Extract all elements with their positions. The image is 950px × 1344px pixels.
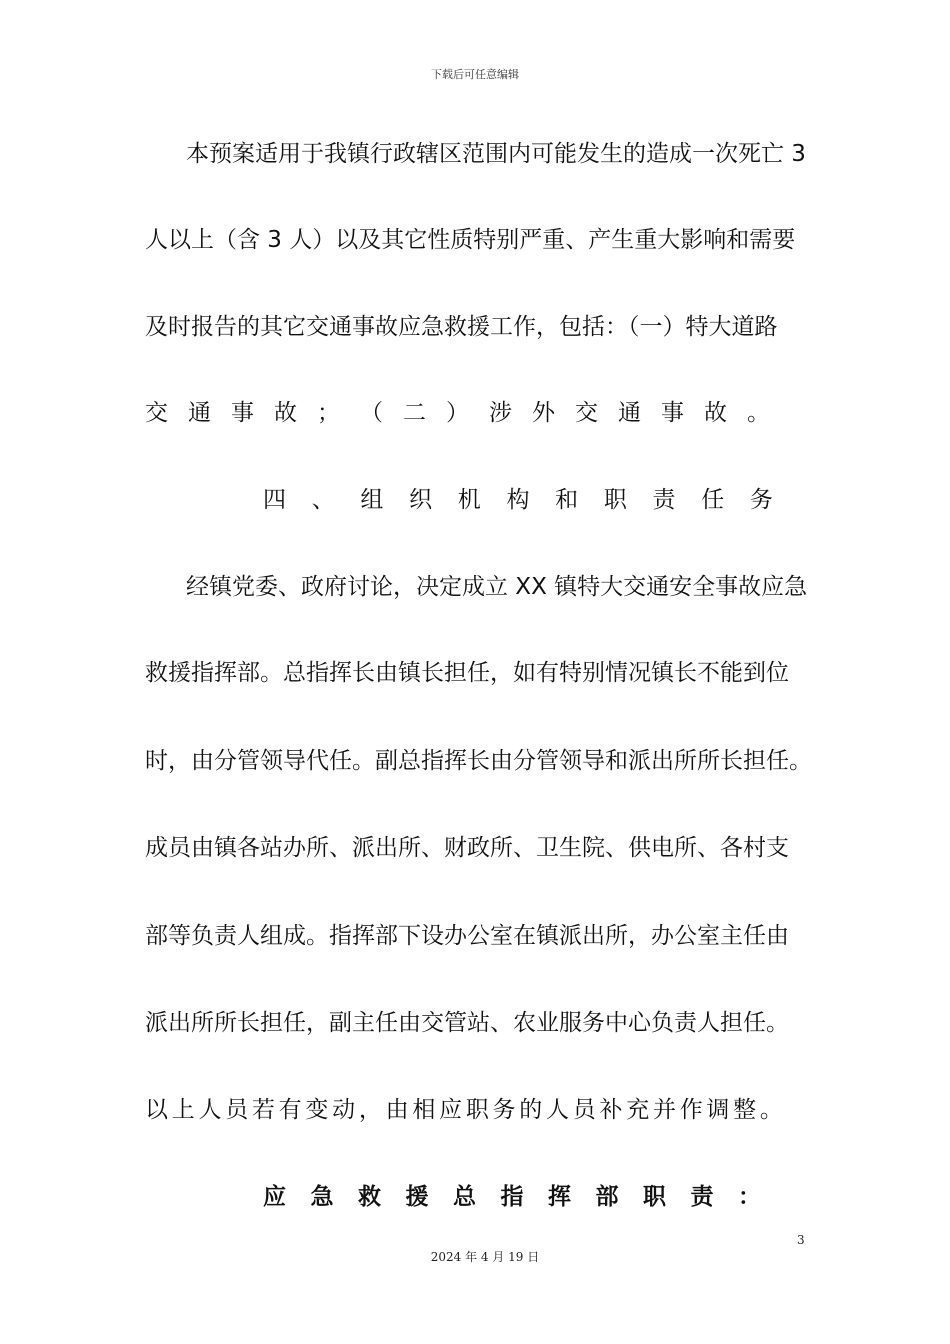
- paragraph-line-1: 本预案适用于我镇行政辖区范围内可能发生的造成一次死亡 3: [186, 141, 806, 167]
- line-12-char: 若: [251, 1097, 275, 1123]
- header-note: 下载后可任意编辑: [431, 68, 519, 81]
- line-4-char: 通: [618, 400, 641, 426]
- line-12-char: ，: [358, 1097, 382, 1123]
- heading-4-char: 和: [555, 487, 579, 513]
- paragraph-line-3: 及时报告的其它交通事故应急救援工作，包括：（一）特大道路: [145, 314, 778, 340]
- line-12-char: 变: [305, 1097, 329, 1123]
- heading-duties-char: 总: [453, 1184, 476, 1210]
- line-12-char: 动: [332, 1097, 356, 1123]
- line-12-char: 人: [546, 1097, 570, 1123]
- line-12-char: 有: [278, 1097, 302, 1123]
- heading-duties-char: 指: [500, 1184, 524, 1210]
- page-number: 3: [797, 1233, 805, 1247]
- line-4-char: ；: [317, 400, 340, 426]
- heading-duties-char: 急: [310, 1184, 334, 1210]
- line-12-char: 上: [171, 1097, 195, 1123]
- footer-date: 2024 年 4 月 19 日: [430, 1250, 540, 1264]
- heading-4-char: 责: [652, 487, 676, 513]
- heading-duties-char: 职: [643, 1184, 666, 1210]
- line-4-char: 通: [188, 400, 211, 426]
- paragraph-line-6: 经镇党委、政府讨论，决定成立 XX 镇特大交通安全事故应急: [186, 574, 808, 600]
- line-12-char: 由: [385, 1097, 409, 1123]
- line-12-char: 。: [759, 1097, 783, 1123]
- heading-duties-char: 责: [690, 1184, 714, 1210]
- line-12-char: 整: [733, 1097, 757, 1123]
- line-12-char: 的: [519, 1097, 543, 1123]
- line-12-char: 务: [492, 1097, 516, 1123]
- line-12-char: 员: [225, 1097, 249, 1123]
- line-4-char: 。: [747, 400, 770, 426]
- section-heading-duties: [263, 1182, 761, 1212]
- line-12-char: 并: [652, 1097, 676, 1123]
- line-12-char: 以: [145, 1097, 168, 1123]
- line-12-char: 相: [412, 1097, 436, 1123]
- heading-4-char: 务: [749, 487, 773, 513]
- line-12-char: 作: [679, 1097, 703, 1123]
- line-4-char: 交: [145, 400, 168, 426]
- heading-4-char: 织: [409, 487, 433, 513]
- heading-4-char: 职: [603, 487, 627, 513]
- heading-duties-char: 援: [405, 1184, 429, 1210]
- heading-4-char: 组: [360, 487, 384, 513]
- paragraph-line-12: [145, 1095, 783, 1125]
- paragraph-line-9: 成员由镇各站办所、派出所、财政所、卫生院、供电所、各村支: [145, 835, 789, 861]
- paragraph-line-7: 救援指挥部。总指挥长由镇长担任，如有特别情况镇长不能到位: [145, 660, 789, 686]
- line-12-char: 职: [465, 1097, 489, 1123]
- line-4-char: （: [360, 400, 383, 426]
- line-12-char: 补: [599, 1097, 623, 1123]
- line-12-char: 人: [198, 1097, 222, 1123]
- line-12-char: 应: [439, 1097, 463, 1123]
- line-4-char: 事: [661, 400, 684, 426]
- heading-duties-char: 挥: [548, 1184, 571, 1210]
- section-heading-4: [263, 485, 773, 515]
- line-4-char: 外: [532, 400, 555, 426]
- heading-4-char: 机: [457, 487, 481, 513]
- heading-duties-char: ：: [738, 1184, 761, 1210]
- line-12-char: 调: [706, 1097, 730, 1123]
- heading-4-char: 、: [311, 487, 335, 513]
- line-12-char: 员: [572, 1097, 596, 1123]
- heading-duties-char: 救: [358, 1184, 381, 1210]
- heading-duties-char: 部: [595, 1184, 619, 1210]
- heading-4-char: 任: [701, 487, 725, 513]
- line-4-char: 故: [274, 400, 297, 426]
- paragraph-line-2: 人以上（含 3 人）以及其它性质特别严重、产生重大影响和需要: [145, 227, 796, 253]
- line-12-char: 充: [626, 1097, 650, 1123]
- paragraph-line-11: 派出所所长担任，副主任由交管站、农业服务中心负责人担任。: [145, 1010, 789, 1036]
- line-4-char: 二: [403, 400, 426, 426]
- line-4-char: ）: [446, 400, 469, 426]
- paragraph-line-8: 时，由分管领导代任。副总指挥长由分管领导和派出所所长担任。: [145, 748, 812, 774]
- line-4-char: 涉: [489, 400, 512, 426]
- heading-duties-char: 应: [263, 1184, 286, 1210]
- paragraph-line-10: 部等负责人组成。指挥部下设办公室在镇派出所，办公室主任由: [145, 923, 789, 949]
- paragraph-line-4: [145, 398, 770, 428]
- line-4-char: 交: [575, 400, 598, 426]
- line-4-char: 故: [704, 400, 727, 426]
- heading-4-char: 构: [506, 487, 530, 513]
- heading-4-char: 四: [263, 487, 286, 513]
- line-4-char: 事: [231, 400, 254, 426]
